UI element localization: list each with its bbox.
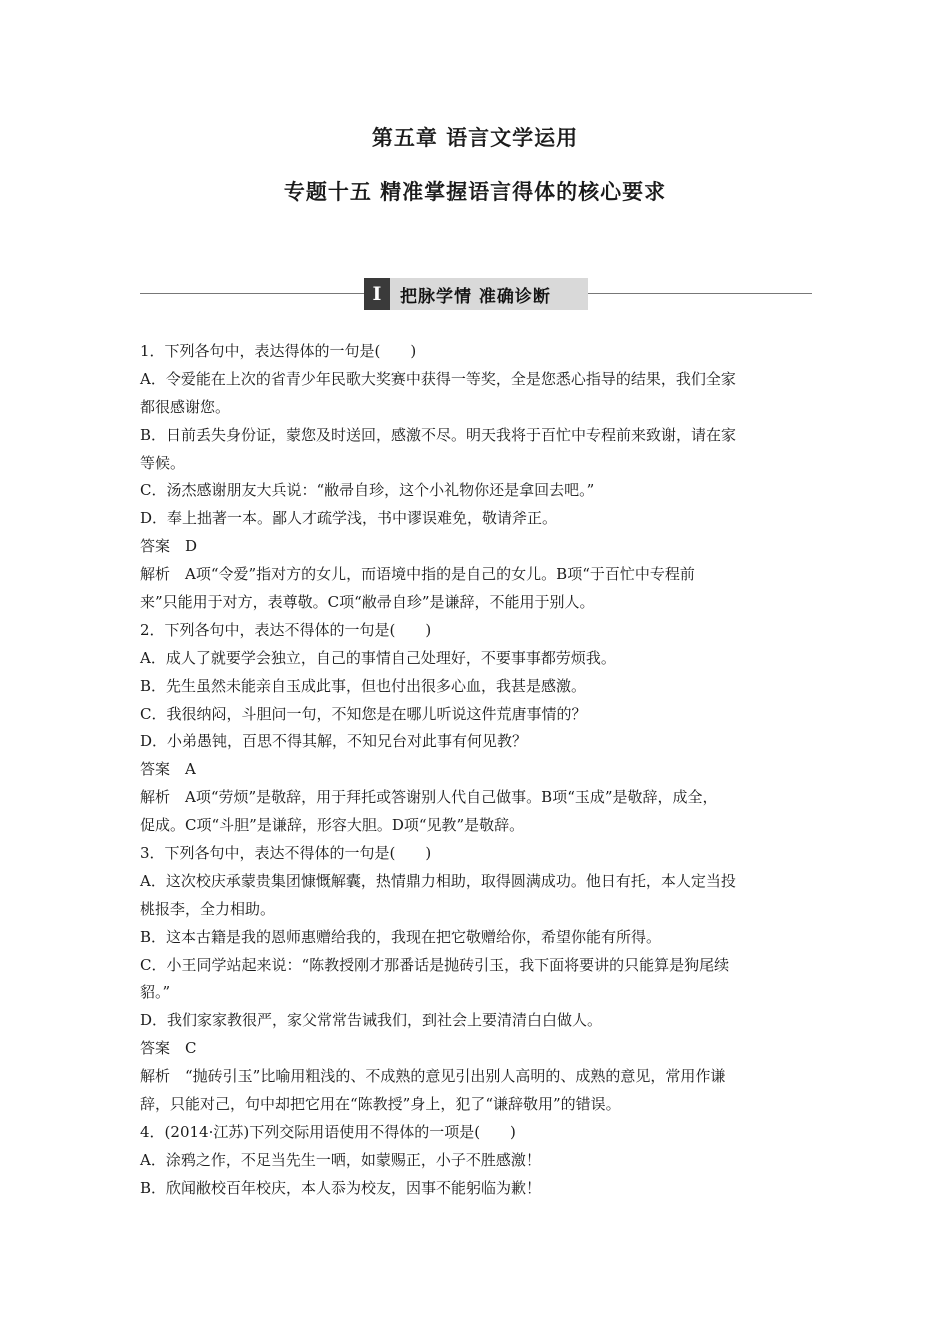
question-1-option-a: A．令爱能在上次的省青少年民歌大奖赛中获得一等奖，全是您悉心指导的结果，我们全家 (140, 369, 736, 388)
question-2-stem: 2．下列各句中，表达不得体的一句是( ) (140, 620, 432, 639)
question-2-analysis: 解析 A项“劳烦”是敬辞，用于拜托或答谢别人代自己做事。B项“玉成”是敬辞，成全， (140, 788, 718, 807)
question-4-stem: 4．(2014·江苏)下列交际用语使用不得体的一项是( ) (140, 1122, 516, 1141)
question-2-option-c: C．我很纳闷，斗胆问一句，不知您是在哪儿听说这件荒唐事情的？ (140, 704, 587, 723)
question-1-analysis-cont: 来”只能用于对方，表尊敬。C项“敝帚自珍”是谦辞，不能用于别人。 (140, 593, 595, 612)
question-2-answer: 答案 A (140, 760, 196, 779)
question-2-option-b: B．先生虽然未能亲自玉成此事，但也付出很多心血，我甚是感激。 (140, 676, 587, 695)
question-1-option-c: C．汤杰感谢朋友大兵说：“敝帚自珍，这个小礼物你还是拿回去吧。” (140, 481, 595, 500)
question-2-analysis-cont: 促成。C项“斗胆”是谦辞，形容大胆。D项“见教”是敬辞。 (140, 816, 525, 835)
question-3-stem: 3．下列各句中，表达不得体的一句是( ) (140, 844, 432, 863)
question-2-option-a: A．成人了就要学会独立，自己的事情自己处理好，不要事事都劳烦我。 (140, 648, 616, 667)
question-1-option-d: D．奉上拙著一本。鄙人才疏学浅，书中谬误难免，敬请斧正。 (140, 509, 558, 528)
question-3-analysis: 解析 “抛砖引玉”比喻用粗浅的、不成熟的意见引出别人高明的、成熟的意见，常用作谦 (140, 1067, 726, 1086)
question-3-option-b: B．这本古籍是我的恩师惠赠给我的，我现在把它敬赠给你，希望你能有所得。 (140, 927, 662, 946)
question-1-stem: 1．下列各句中，表达得体的一句是( ) (140, 342, 417, 360)
question-3-option-a-cont: 桃报李，全力相助。 (140, 899, 276, 918)
section-banner (140, 278, 812, 310)
question-3-option-d: D．我们家家教很严，家父常常告诫我们，到社会上要清清白白做人。 (140, 1011, 603, 1030)
question-3-option-a: A．这次校庆承蒙贵集团慷慨解囊，热情鼎力相助，取得圆满成功。他日有托，本人定当投 (140, 871, 736, 890)
section-numeral: I (364, 278, 390, 310)
question-1-analysis: 解析 A项“令爱”指对方的女儿，而语境中指的是自己的女儿。B项“于百忙中专程前 (140, 565, 695, 584)
question-3-option-c: C．小王同学站起来说：“陈教授刚才那番话是抛砖引玉，我下面将要讲的只能算是狗尾续 (140, 955, 730, 974)
question-1-option-b-cont: 等候。 (140, 453, 186, 472)
question-4-option-b: B．欣闻敝校百年校庆，本人忝为校友，因事不能躬临为歉！ (140, 1178, 542, 1197)
question-1-answer: 答案 D (140, 537, 198, 556)
section-label-box (364, 278, 588, 310)
question-1-option-a-cont: 都很感谢您。 (140, 397, 231, 416)
topic-title: 专题十五 精准掌握语言得体的核心要求 (283, 180, 667, 204)
question-3-analysis-cont: 辞，只能对己，句中却把它用在“陈教授”身上，犯了“谦辞敬用”的错误。 (140, 1095, 621, 1114)
question-3-option-c-cont: 貂。” (140, 983, 171, 1002)
chapter-title: 第五章 语言文学运用 (371, 126, 579, 150)
question-2-option-d: D．小弟愚钝，百思不得其解，不知兄台对此事有何见教？ (140, 732, 528, 751)
document-body (140, 338, 830, 1203)
question-3-answer: 答案 C (140, 1039, 197, 1058)
question-4-option-a: A．涂鸦之作，不足当先生一哂，如蒙赐正，小子不胜感激！ (140, 1150, 541, 1169)
section-label: 把脉学情 准确诊断 (400, 286, 551, 307)
question-1-option-b: B．日前丢失身份证，蒙您及时送回，感激不尽。明天我将于百忙中专程前来致谢，请在家 (140, 425, 737, 444)
